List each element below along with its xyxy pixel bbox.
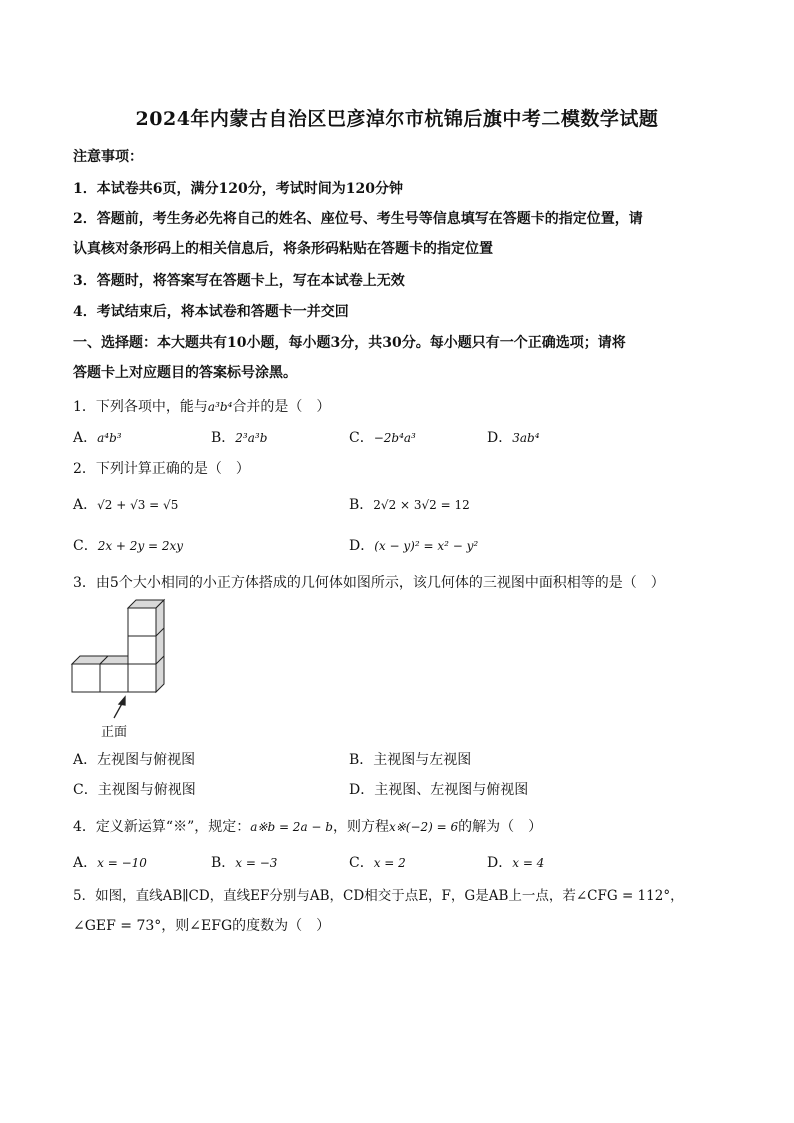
option-text: 主视图与俯视图 <box>97 782 196 798</box>
option-label: A． <box>73 752 98 768</box>
option-expr: x = 2 <box>373 856 406 870</box>
note-text: 本试卷共6页，满分120分，考试时间为120分钟 <box>96 181 403 197</box>
option-label: C． <box>73 538 98 554</box>
question-4-option-c <box>349 852 406 872</box>
note-text: 考试结束后，将本试卷和答题卡一并交回 <box>96 304 349 320</box>
question-1-option-a <box>73 427 122 447</box>
option-text: 左视图与俯视图 <box>97 752 196 768</box>
cube-front <box>100 664 128 692</box>
question-1-suffix: 合并的是（ ） <box>232 399 331 415</box>
arrow-head-icon <box>119 697 125 705</box>
question-2-option-c <box>73 535 183 555</box>
figure-caption: 正面 <box>101 725 128 740</box>
option-label: C． <box>73 782 98 798</box>
option-label: D． <box>349 782 375 798</box>
note-text: 答题前，考生务必先将自己的姓名、座位号、考生号等信息填写在答题卡的指定位置，请 <box>96 211 643 227</box>
question-1-expr: a³b⁴ <box>207 400 233 414</box>
question-3-option-c <box>73 779 196 799</box>
question-4-equation: x※(−2) = 6 <box>388 820 459 834</box>
question-1-stem <box>73 396 330 416</box>
cube-front <box>72 664 100 692</box>
option-label: D． <box>487 430 513 446</box>
question-2-option-a <box>73 494 178 514</box>
option-label: C． <box>349 430 374 446</box>
question-1-option-b <box>211 427 267 447</box>
question-3-stem: 3．由5个大小相同的小正方体搭成的几何体如图所示，该几何体的三视图中面积相等的是（ ） <box>73 575 665 591</box>
option-label: B． <box>211 855 236 871</box>
note-number: 3． <box>73 273 97 289</box>
note-item-3 <box>73 270 405 290</box>
option-text: 主视图、左视图与俯视图 <box>374 782 529 798</box>
question-1-option-d <box>487 427 540 447</box>
question-4-stem <box>73 816 542 836</box>
question-2-stem: 2．下列计算正确的是（ ） <box>73 461 250 477</box>
option-expr: √2 + √3 = √5 <box>97 498 179 512</box>
note-item-4 <box>73 301 349 321</box>
note-number: 2． <box>73 211 97 227</box>
question-3-option-b <box>349 749 471 769</box>
option-label: D． <box>349 538 375 554</box>
question-4-option-b <box>211 852 277 872</box>
option-text: 主视图与左视图 <box>373 752 472 768</box>
option-expr: 2³a³b <box>235 431 268 445</box>
question-1-prefix: 1．下列各项中，能与 <box>73 399 208 415</box>
option-label: C． <box>349 855 374 871</box>
option-label: A． <box>73 430 98 446</box>
option-label: B． <box>349 497 374 513</box>
question-4-suffix: 的解为（ ） <box>458 819 543 835</box>
cube-side <box>156 600 164 692</box>
question-5-line1: 5．如图，直线AB∥CD，直线EF分别与AB，CD相交于点E，F，G是AB上一点，若∠CFG = 112°， <box>73 888 684 904</box>
option-expr: 2x + 2y = 2xy <box>97 539 184 553</box>
cubes-figure <box>70 596 170 726</box>
question-2-option-b <box>349 494 470 514</box>
section-heading-line1: 一、选择题：本大题共有10小题，每小题3分，共30分。每小题只有一个正确选项；请将 <box>73 335 626 351</box>
question-4-rule: a※b = 2a − b <box>250 820 333 834</box>
question-5-line2: ∠GEF = 73°，则∠EFG的度数为（ ） <box>73 918 331 934</box>
question-1-option-c <box>349 427 416 447</box>
cube-front <box>128 608 156 636</box>
note-item-2-cont <box>73 238 493 258</box>
section-heading-line2: 答题卡上对应题目的答案标号涂黑。 <box>73 365 297 381</box>
note-number: 4． <box>73 304 97 320</box>
option-expr: (x − y)² = x² − y² <box>374 539 479 553</box>
note-text: 答题时，将答案写在答题卡上，写在本试卷上无效 <box>96 273 405 289</box>
cube-front <box>128 636 156 664</box>
note-item-2 <box>73 208 643 228</box>
option-expr: 2√2 × 3√2 = 12 <box>373 498 470 512</box>
note-text: 认真核对条形码上的相关信息后，将条形码粘贴在答题卡的指定位置 <box>73 241 493 257</box>
option-expr: a⁴b³ <box>97 431 122 445</box>
question-4-option-a <box>73 852 147 872</box>
question-4-middle: ，则方程 <box>332 819 389 835</box>
option-expr: 3ab⁴ <box>512 431 540 445</box>
notes-heading: 注意事项： <box>73 149 143 165</box>
option-label: D． <box>487 855 513 871</box>
option-expr: x = 4 <box>512 856 545 870</box>
option-expr: −2b⁴a³ <box>373 431 416 445</box>
question-4-prefix: 4．定义新运算“※”，规定： <box>73 819 251 835</box>
option-expr: x = −10 <box>97 856 147 870</box>
question-3-option-d <box>349 779 528 799</box>
cube-front <box>128 664 156 692</box>
question-2-option-d <box>349 535 478 555</box>
option-expr: x = −3 <box>235 856 278 870</box>
note-item-1 <box>73 178 403 198</box>
question-3-option-a <box>73 749 195 769</box>
option-label: B． <box>349 752 374 768</box>
option-label: A． <box>73 497 98 513</box>
option-label: A． <box>73 855 98 871</box>
exam-title: 2024年内蒙古自治区巴彦淖尔市杭锦后旗中考二模数学试题 <box>135 108 659 130</box>
option-label: B． <box>211 430 236 446</box>
note-number: 1． <box>73 181 97 197</box>
question-4-option-d <box>487 852 544 872</box>
